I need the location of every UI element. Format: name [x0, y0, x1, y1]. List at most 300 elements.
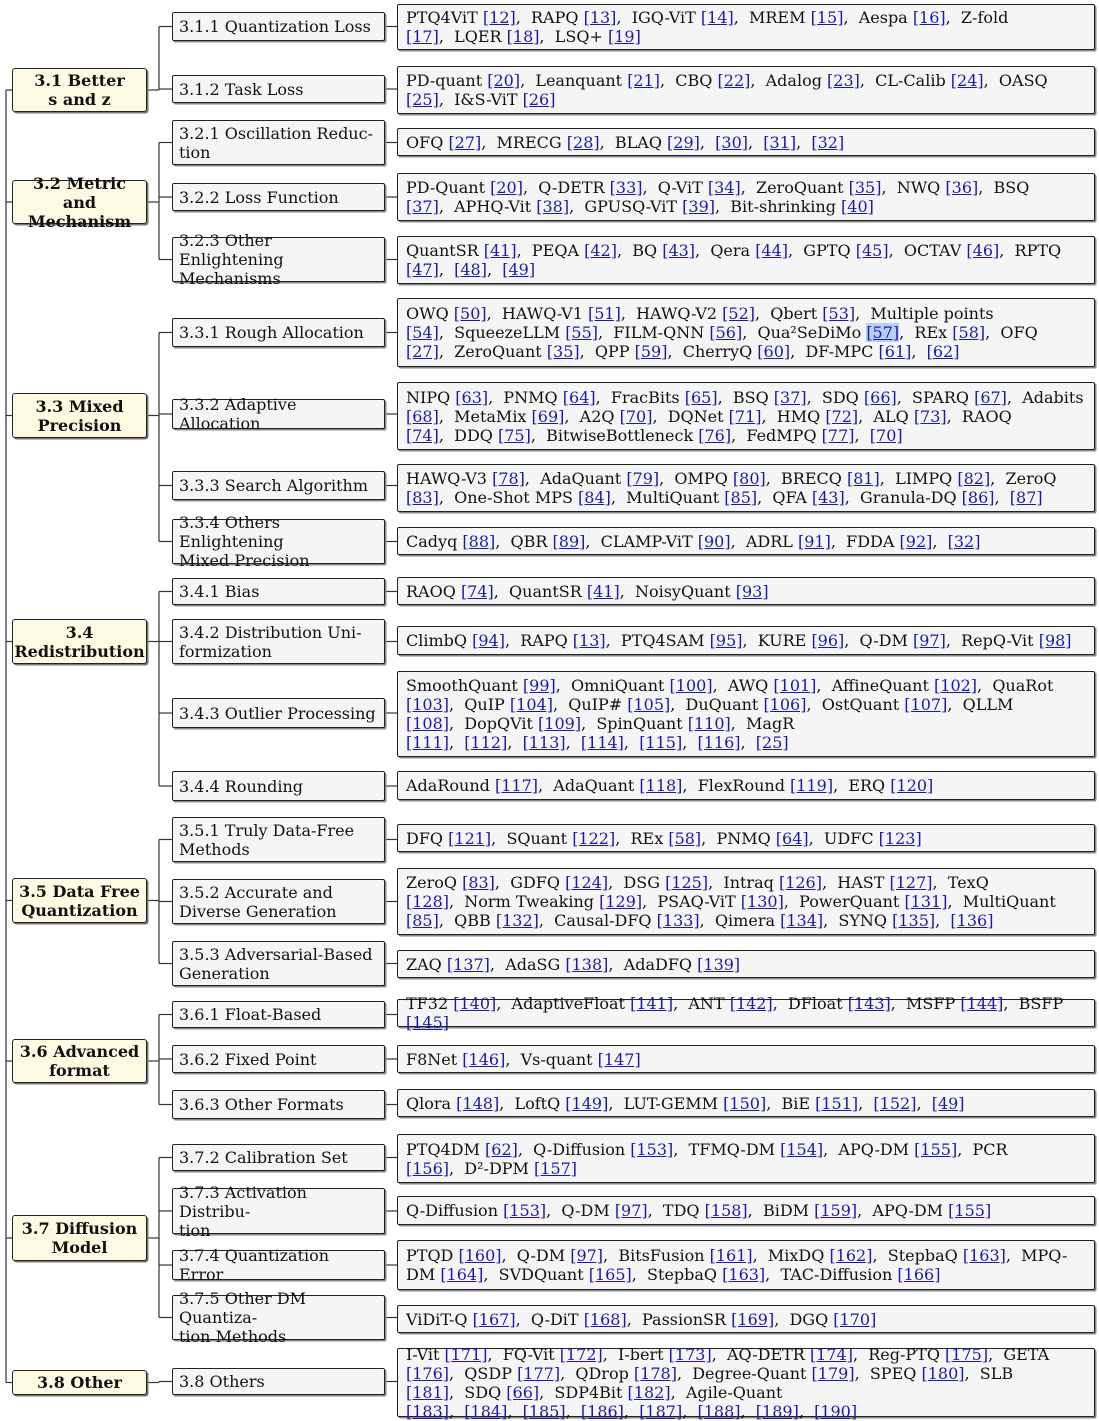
- citation-link[interactable]: [135]: [892, 911, 936, 930]
- reference-item: [497, 133, 600, 152]
- citation-link[interactable]: [97]: [614, 1201, 648, 1220]
- method-name: DopQVit: [464, 714, 533, 733]
- method-name: SYNQ: [838, 911, 888, 930]
- citation-link[interactable]: [118]: [639, 776, 683, 795]
- citation-link[interactable]: [13]: [583, 8, 617, 27]
- citation-link[interactable]: [38]: [536, 197, 570, 216]
- citation-link[interactable]: [176]: [406, 1363, 450, 1383]
- method-name: AdaQuant: [540, 469, 622, 488]
- citation-link[interactable]: [82]: [957, 469, 991, 488]
- citation-link[interactable]: [37]: [406, 197, 439, 216]
- reference-item: [642, 1310, 774, 1329]
- category-box: [12, 619, 147, 664]
- reference-item: [657, 892, 783, 911]
- citation-link[interactable]: [29]: [667, 132, 700, 152]
- citation-link[interactable]: [164]: [440, 1265, 484, 1284]
- citation-link[interactable]: [161]: [709, 1246, 753, 1265]
- citation-link[interactable]: [85]: [406, 911, 439, 930]
- citation-link[interactable]: [16]: [912, 8, 946, 27]
- reference-item: [859, 8, 946, 27]
- citation-link[interactable]: [174]: [809, 1344, 853, 1364]
- citation-link[interactable]: [172]: [559, 1344, 603, 1364]
- citation-link[interactable]: [147]: [597, 1049, 641, 1069]
- reference-item: [454, 27, 539, 46]
- citation-link[interactable]: [18]: [506, 27, 540, 46]
- citation-link[interactable]: [152]: [873, 1093, 917, 1113]
- reference-item: [540, 469, 659, 488]
- citation-link[interactable]: [162]: [829, 1246, 873, 1265]
- citation-link[interactable]: [69]: [531, 406, 565, 426]
- citation-link[interactable]: [52]: [722, 304, 755, 323]
- citation-link[interactable]: [20]: [490, 178, 523, 197]
- method-name: StepbaQ: [647, 1265, 718, 1284]
- citation-link[interactable]: [133]: [656, 911, 700, 930]
- citation-link[interactable]: [67]: [974, 387, 1007, 407]
- reference-item: [406, 776, 538, 795]
- citation-link[interactable]: [131]: [904, 892, 948, 911]
- citation-link[interactable]: [183]: [406, 1401, 450, 1421]
- reference-item: [888, 1246, 1006, 1265]
- method-name: OCTAV: [903, 241, 962, 260]
- method-name: SQuant: [506, 828, 568, 848]
- citation-link[interactable]: [76]: [698, 425, 732, 445]
- citation-link[interactable]: [41]: [586, 581, 620, 601]
- citation-link[interactable]: [144]: [960, 994, 1004, 1013]
- citation-link[interactable]: [31]: [763, 132, 797, 152]
- citation-link[interactable]: [96]: [811, 631, 845, 650]
- subcategory-label: 3.2.1 Oscillation Reduc- tion: [179, 123, 373, 162]
- citation-link[interactable]: [59]: [634, 342, 668, 361]
- citation-link[interactable]: [154]: [780, 1139, 824, 1159]
- citation-link[interactable]: [72]: [825, 406, 859, 426]
- citation-link[interactable]: [134]: [780, 911, 824, 930]
- citation-link[interactable]: [159]: [814, 1201, 858, 1220]
- citation-link[interactable]: [102]: [934, 676, 978, 695]
- citation-link[interactable]: [114]: [580, 733, 624, 752]
- method-name: AdaSG: [505, 954, 561, 974]
- citation-link[interactable]: [190]: [814, 1401, 858, 1421]
- citation-link[interactable]: [27]: [448, 132, 482, 152]
- reference-item: [912, 388, 1007, 407]
- citation-link[interactable]: [175]: [945, 1344, 989, 1364]
- citation-link[interactable]: [163]: [722, 1265, 766, 1284]
- reference-item: [464, 1159, 577, 1178]
- citation-link[interactable]: [103]: [406, 695, 450, 714]
- citation-link[interactable]: [37]: [773, 387, 807, 407]
- citation-link[interactable]: [64]: [775, 828, 809, 848]
- citation-link[interactable]: [77]: [821, 425, 855, 445]
- reference-item: [1010, 488, 1043, 507]
- citation-link[interactable]: [112]: [464, 733, 508, 752]
- subcategory-box: [172, 75, 385, 103]
- citation-link[interactable]: [81]: [846, 469, 880, 488]
- citation-link[interactable]: [125]: [665, 873, 709, 892]
- citation-link[interactable]: [165]: [588, 1265, 632, 1284]
- reference-item: [698, 776, 833, 795]
- subcategory-box: [172, 1368, 385, 1395]
- citation-link[interactable]: [45]: [855, 241, 889, 260]
- method-name: Q-DiT: [530, 1309, 579, 1329]
- citation-link[interactable]: [116]: [697, 733, 741, 752]
- category-label: 3.2 Metric and Mechanism: [27, 173, 132, 231]
- reference-item: [454, 323, 598, 342]
- method-name: RAOQ: [961, 406, 1012, 426]
- citation-link[interactable]: [113]: [522, 733, 566, 752]
- citation-link[interactable]: [13]: [572, 631, 606, 650]
- citation-link[interactable]: [54]: [406, 323, 439, 342]
- citation-link[interactable]: [170]: [833, 1309, 877, 1329]
- citation-link[interactable]: [40]: [841, 197, 874, 216]
- citation-link[interactable]: [158]: [704, 1201, 748, 1220]
- reference-item: [746, 532, 831, 551]
- citation-link[interactable]: [49]: [502, 260, 536, 279]
- citation-link[interactable]: [127]: [889, 873, 933, 892]
- citation-link[interactable]: [92]: [899, 531, 933, 551]
- reference-item: [770, 304, 855, 323]
- subcategory-label: 3.7.5 Other DM Quantiza- tion Methods: [179, 1289, 307, 1346]
- citation-link[interactable]: [91]: [798, 531, 831, 551]
- citation-link[interactable]: [167]: [472, 1309, 516, 1329]
- citation-link[interactable]: [150]: [723, 1093, 767, 1113]
- citation-link[interactable]: [100]: [669, 676, 713, 695]
- reference-list-box: I-Vit [171], FQ-Vit [172], I-bert [173], AQ-DETR [174], Reg-PTQ [175], GETA [176], QSDP [177], QDrop [178], Degree-Quant [179], SPEQ [180], SLB [181], SDQ [66], SDP4Bit [182], Agile-Quant [183], [184], [185], [186], [187], [188], [189], [190]: [397, 1348, 1095, 1417]
- citation-link[interactable]: [75]: [497, 425, 531, 445]
- citation-link[interactable]: [121]: [448, 828, 492, 848]
- citation-link[interactable]: [42]: [584, 241, 617, 260]
- citation-link[interactable]: [119]: [790, 776, 834, 795]
- reference-item: [756, 178, 882, 197]
- method-name: AdaDFQ: [623, 954, 693, 974]
- citation-link[interactable]: [24]: [950, 71, 984, 90]
- citation-link[interactable]: [68]: [406, 406, 439, 426]
- reference-item: [838, 1140, 957, 1159]
- citation-link[interactable]: [179]: [811, 1363, 855, 1383]
- citation-link[interactable]: [50]: [453, 304, 487, 323]
- method-name: BitwiseBottleneck: [546, 425, 694, 445]
- reference-item: [406, 71, 520, 90]
- citation-link[interactable]: [120]: [890, 776, 934, 795]
- citation-link[interactable]: [65]: [684, 387, 718, 407]
- citation-link[interactable]: [138]: [565, 954, 609, 974]
- citation-link[interactable]: [70]: [869, 425, 903, 445]
- reference-item: [510, 873, 608, 892]
- method-name: QPP: [594, 342, 630, 361]
- citation-link[interactable]: [34]: [707, 178, 741, 197]
- reference-item: [406, 241, 517, 260]
- citation-link[interactable]: [43]: [662, 241, 696, 260]
- citation-link[interactable]: [53]: [822, 304, 856, 323]
- reference-item: [575, 1364, 677, 1383]
- citation-link[interactable]: [14]: [700, 8, 734, 27]
- citation-link[interactable]: [153]: [503, 1201, 547, 1220]
- citation-link[interactable]: [148]: [456, 1093, 500, 1113]
- method-name: AffineQuant: [831, 676, 929, 695]
- citation-link[interactable]: [181]: [406, 1382, 450, 1402]
- method-name: I-Vit: [406, 1344, 440, 1364]
- subcategory-box: [172, 771, 385, 801]
- citation-link[interactable]: [48]: [454, 260, 487, 279]
- reference-list-box: Cadyq [88], QBR [89], CLAMP-ViT [90], ADRL [91], FDDA [92], [32]: [397, 527, 1095, 555]
- citation-link[interactable]: [41]: [483, 241, 517, 260]
- citation-link[interactable]: [132]: [495, 911, 539, 930]
- citation-link[interactable]: [153]: [630, 1139, 674, 1159]
- reference-item: [872, 1201, 991, 1220]
- method-name: ZAQ: [406, 954, 442, 974]
- citation-link[interactable]: [188]: [697, 1401, 741, 1421]
- citation-link[interactable]: [66]: [506, 1382, 540, 1402]
- citation-link[interactable]: [25]: [406, 90, 439, 109]
- reference-item: [406, 955, 490, 974]
- citation-link[interactable]: [155]: [914, 1139, 958, 1159]
- citation-link[interactable]: [107]: [904, 695, 948, 714]
- citation-link[interactable]: [140]: [453, 994, 497, 1013]
- citation-link[interactable]: [97]: [912, 631, 946, 650]
- citation-link[interactable]: [63]: [455, 387, 489, 407]
- citation-link[interactable]: [122]: [572, 828, 616, 848]
- citation-link[interactable]: [86]: [961, 488, 995, 507]
- citation-link[interactable]: [136]: [950, 911, 994, 930]
- citation-link[interactable]: [169]: [731, 1309, 775, 1329]
- citation-link[interactable]: [70]: [619, 406, 653, 426]
- citation-link[interactable]: [130]: [740, 892, 784, 911]
- subcategory-label: 3.7.3 Activation Distribu- tion: [179, 1182, 307, 1240]
- citation-link[interactable]: [115]: [639, 733, 683, 752]
- citation-link[interactable]: [57]: [866, 323, 900, 342]
- reference-item: [406, 1246, 502, 1265]
- citation-link[interactable]: [137]: [446, 954, 490, 974]
- citation-link[interactable]: [105]: [627, 695, 671, 714]
- method-name: Q-DM: [516, 1246, 566, 1265]
- citation-link[interactable]: [25]: [755, 733, 789, 752]
- citation-link[interactable]: [36]: [945, 178, 979, 197]
- citation-link[interactable]: [20]: [487, 71, 521, 90]
- reference-item: [406, 1094, 499, 1113]
- citation-link[interactable]: [78]: [492, 469, 525, 488]
- subcategory-label: 3.4.2 Distribution Uni- formization: [179, 622, 362, 661]
- citation-link[interactable]: [55]: [565, 323, 599, 342]
- citation-link[interactable]: [182]: [627, 1382, 671, 1402]
- reference-item: [502, 304, 621, 323]
- citation-link[interactable]: [32]: [947, 531, 981, 551]
- citation-link[interactable]: [22]: [717, 71, 751, 90]
- citation-link[interactable]: [60]: [757, 342, 791, 361]
- reference-item: [904, 241, 999, 260]
- citation-link[interactable]: [95]: [709, 631, 743, 650]
- citation-link[interactable]: [74]: [406, 425, 439, 445]
- citation-link[interactable]: [58]: [668, 828, 702, 848]
- citation-link[interactable]: [64]: [562, 387, 596, 407]
- citation-link[interactable]: [155]: [948, 1201, 992, 1220]
- reference-item: [406, 1140, 518, 1159]
- subcategory-box: [172, 941, 385, 986]
- citation-link[interactable]: [98]: [1038, 631, 1072, 650]
- citation-link[interactable]: [94]: [472, 631, 505, 650]
- citation-link[interactable]: [49]: [931, 1093, 965, 1113]
- citation-link[interactable]: [160]: [458, 1246, 502, 1265]
- reference-item: [906, 994, 1003, 1013]
- citation-link[interactable]: [111]: [406, 733, 450, 752]
- reference-item: [914, 323, 985, 342]
- citation-link[interactable]: [83]: [462, 873, 495, 892]
- citation-link[interactable]: [30]: [715, 132, 748, 152]
- citation-link[interactable]: [104]: [509, 695, 553, 714]
- citation-link[interactable]: [123]: [878, 828, 922, 848]
- citation-link[interactable]: [101]: [773, 676, 817, 695]
- method-name: OstQuant: [821, 695, 900, 714]
- citation-link[interactable]: [26]: [522, 90, 556, 109]
- citation-link[interactable]: [157]: [534, 1158, 578, 1178]
- reference-list-box: ViDiT-Q [167], Q-DiT [168], PassionSR [169], DGQ [170]: [397, 1305, 1095, 1333]
- reference-list-box: F8Net [146], Vs-quant [147]: [397, 1045, 1095, 1073]
- method-name: RAPQ: [531, 8, 579, 27]
- citation-link[interactable]: [66]: [863, 387, 897, 407]
- subcategory-label: 3.6.2 Fixed Point: [179, 1049, 317, 1069]
- citation-link[interactable]: [99]: [522, 676, 556, 695]
- citation-link[interactable]: [189]: [755, 1401, 799, 1421]
- citation-link[interactable]: [128]: [406, 892, 450, 911]
- citation-link[interactable]: [124]: [565, 873, 609, 892]
- citation-link[interactable]: [184]: [464, 1401, 508, 1421]
- reference-item: [406, 873, 495, 892]
- citation-link[interactable]: [46]: [966, 241, 1000, 260]
- subcategory-label: 3.7.4 Quantization Error: [179, 1246, 330, 1284]
- reference-item: [675, 71, 750, 90]
- citation-link[interactable]: [88]: [462, 531, 496, 551]
- citation-link[interactable]: [187]: [639, 1401, 683, 1421]
- reference-item: [814, 1402, 857, 1421]
- citation-link[interactable]: [146]: [462, 1049, 506, 1069]
- citation-link[interactable]: [32]: [811, 132, 845, 152]
- reference-list-box: PD-quant [20], Leanquant [21], CBQ [22], Adalog [23], CL-Calib [24], OASQ [25], I&S-ViT [26]: [397, 66, 1095, 114]
- citation-link[interactable]: [178]: [633, 1363, 677, 1383]
- citation-link[interactable]: [62]: [926, 342, 960, 361]
- reference-item: [746, 426, 854, 445]
- citation-link[interactable]: [93]: [735, 581, 769, 601]
- reference-item: [523, 1402, 566, 1421]
- citation-link[interactable]: [108]: [406, 714, 450, 733]
- method-name: FedMPQ: [746, 425, 817, 445]
- citation-link[interactable]: [61]: [878, 342, 912, 361]
- citation-link[interactable]: [106]: [763, 695, 807, 714]
- citation-link[interactable]: [74]: [460, 581, 494, 601]
- citation-link[interactable]: [62]: [485, 1139, 518, 1159]
- reference-list-box: OFQ [27], MRECG [28], BLAQ [29], [30], [31], [32]: [397, 128, 1095, 156]
- citation-link[interactable]: [35]: [546, 342, 580, 361]
- reference-item: [870, 426, 903, 445]
- method-name: SDP4Bit: [554, 1382, 623, 1402]
- citation-link[interactable]: [19]: [607, 27, 641, 46]
- method-name: BitsFusion: [618, 1246, 705, 1265]
- citation-link[interactable]: [17]: [406, 27, 439, 46]
- citation-link[interactable]: [185]: [522, 1401, 566, 1421]
- citation-link[interactable]: [110]: [687, 714, 731, 733]
- reference-item: [581, 733, 624, 752]
- citation-link[interactable]: [149]: [565, 1093, 609, 1113]
- citation-link[interactable]: [97]: [570, 1246, 604, 1265]
- citation-link[interactable]: [80]: [732, 469, 766, 488]
- method-name: PD-quant: [406, 71, 483, 90]
- citation-link[interactable]: [39]: [682, 197, 716, 216]
- method-name: Z-fold: [960, 8, 1009, 27]
- citation-link[interactable]: [156]: [406, 1158, 450, 1178]
- citation-link[interactable]: [163]: [962, 1246, 1006, 1265]
- citation-link[interactable]: [87]: [1009, 488, 1043, 507]
- citation-link[interactable]: [84]: [578, 488, 611, 507]
- citation-link[interactable]: [85]: [724, 488, 758, 507]
- citation-link[interactable]: [151]: [815, 1093, 859, 1113]
- citation-link[interactable]: [71]: [728, 406, 762, 426]
- citation-link[interactable]: [117]: [494, 776, 538, 795]
- method-name: MultiQuant: [962, 892, 1056, 911]
- reference-item: [406, 304, 487, 323]
- citation-link[interactable]: [141]: [630, 994, 674, 1013]
- citation-link[interactable]: [23]: [827, 71, 860, 90]
- citation-link[interactable]: [12]: [482, 8, 516, 27]
- reference-list-box: ClimbQ [94], RAPQ [13], PTQ4SAM [95], KURE [96], Q-DM [97], RepQ-Vit [98]: [397, 626, 1095, 655]
- citation-link[interactable]: [73]: [913, 406, 947, 426]
- citation-link[interactable]: [47]: [406, 260, 439, 279]
- citation-link[interactable]: [89]: [552, 531, 586, 551]
- citation-link[interactable]: [51]: [587, 304, 621, 323]
- reference-item: [716, 829, 808, 848]
- citation-link[interactable]: [177]: [517, 1363, 561, 1383]
- citation-link[interactable]: [15]: [810, 8, 844, 27]
- reference-item: [626, 488, 757, 507]
- subcategory-label: 3.1.2 Task Loss: [179, 79, 304, 99]
- citation-link[interactable]: [168]: [583, 1309, 627, 1329]
- citation-link[interactable]: [173]: [668, 1344, 712, 1364]
- category-label: 3.7 Diffusion Model: [21, 1219, 138, 1257]
- citation-link[interactable]: [21]: [627, 71, 661, 90]
- method-name: ADRL: [745, 531, 793, 551]
- subcategory-label: 3.5.3 Adversarial-Based Generation: [179, 944, 373, 983]
- citation-link[interactable]: [186]: [580, 1401, 624, 1421]
- citation-link[interactable]: [143]: [847, 994, 891, 1013]
- method-name: Reg-PTQ: [868, 1344, 940, 1364]
- citation-link[interactable]: [166]: [897, 1265, 941, 1284]
- citation-link[interactable]: [129]: [599, 892, 643, 911]
- method-name: BSQ: [732, 387, 769, 407]
- citation-link[interactable]: [145]: [406, 1013, 450, 1032]
- citation-link[interactable]: [142]: [729, 994, 773, 1013]
- reference-item: [521, 1050, 641, 1069]
- method-name: Bit-shrinking: [730, 197, 836, 216]
- citation-link[interactable]: [90]: [697, 531, 731, 551]
- citation-link[interactable]: [139]: [697, 954, 741, 974]
- citation-link[interactable]: [79]: [626, 469, 660, 488]
- citation-link[interactable]: [109]: [538, 714, 582, 733]
- reference-item: [692, 1364, 854, 1383]
- reference-item: [406, 1201, 546, 1220]
- citation-link[interactable]: [43]: [811, 488, 845, 507]
- reference-item: [788, 994, 891, 1013]
- citation-link[interactable]: [180]: [921, 1363, 965, 1383]
- reference-item: [615, 133, 700, 152]
- citation-link[interactable]: [35]: [848, 178, 882, 197]
- citation-link[interactable]: [83]: [406, 488, 439, 507]
- citation-link[interactable]: [44]: [755, 241, 789, 260]
- citation-link[interactable]: [56]: [709, 323, 743, 342]
- citation-link[interactable]: [27]: [406, 342, 439, 361]
- citation-link[interactable]: [28]: [566, 132, 600, 152]
- citation-link[interactable]: [171]: [444, 1344, 488, 1364]
- citation-link[interactable]: [58]: [952, 323, 986, 342]
- citation-link[interactable]: [33]: [609, 178, 643, 197]
- reference-list-box: SmoothQuant [99], OmniQuant [100], AWQ [101], AffineQuant [102], QuaRot [103], QuIP [104], QuIP# [105], DuQuant [106], OstQuant [107], QLLM [108], DopQVit [109], SpinQuant [110], MagR [111], [112], [113], [114], [115], [116], [25]: [397, 671, 1095, 757]
- reference-item: [860, 488, 995, 507]
- method-name: TF32: [406, 994, 449, 1013]
- citation-link[interactable]: [126]: [778, 873, 822, 892]
